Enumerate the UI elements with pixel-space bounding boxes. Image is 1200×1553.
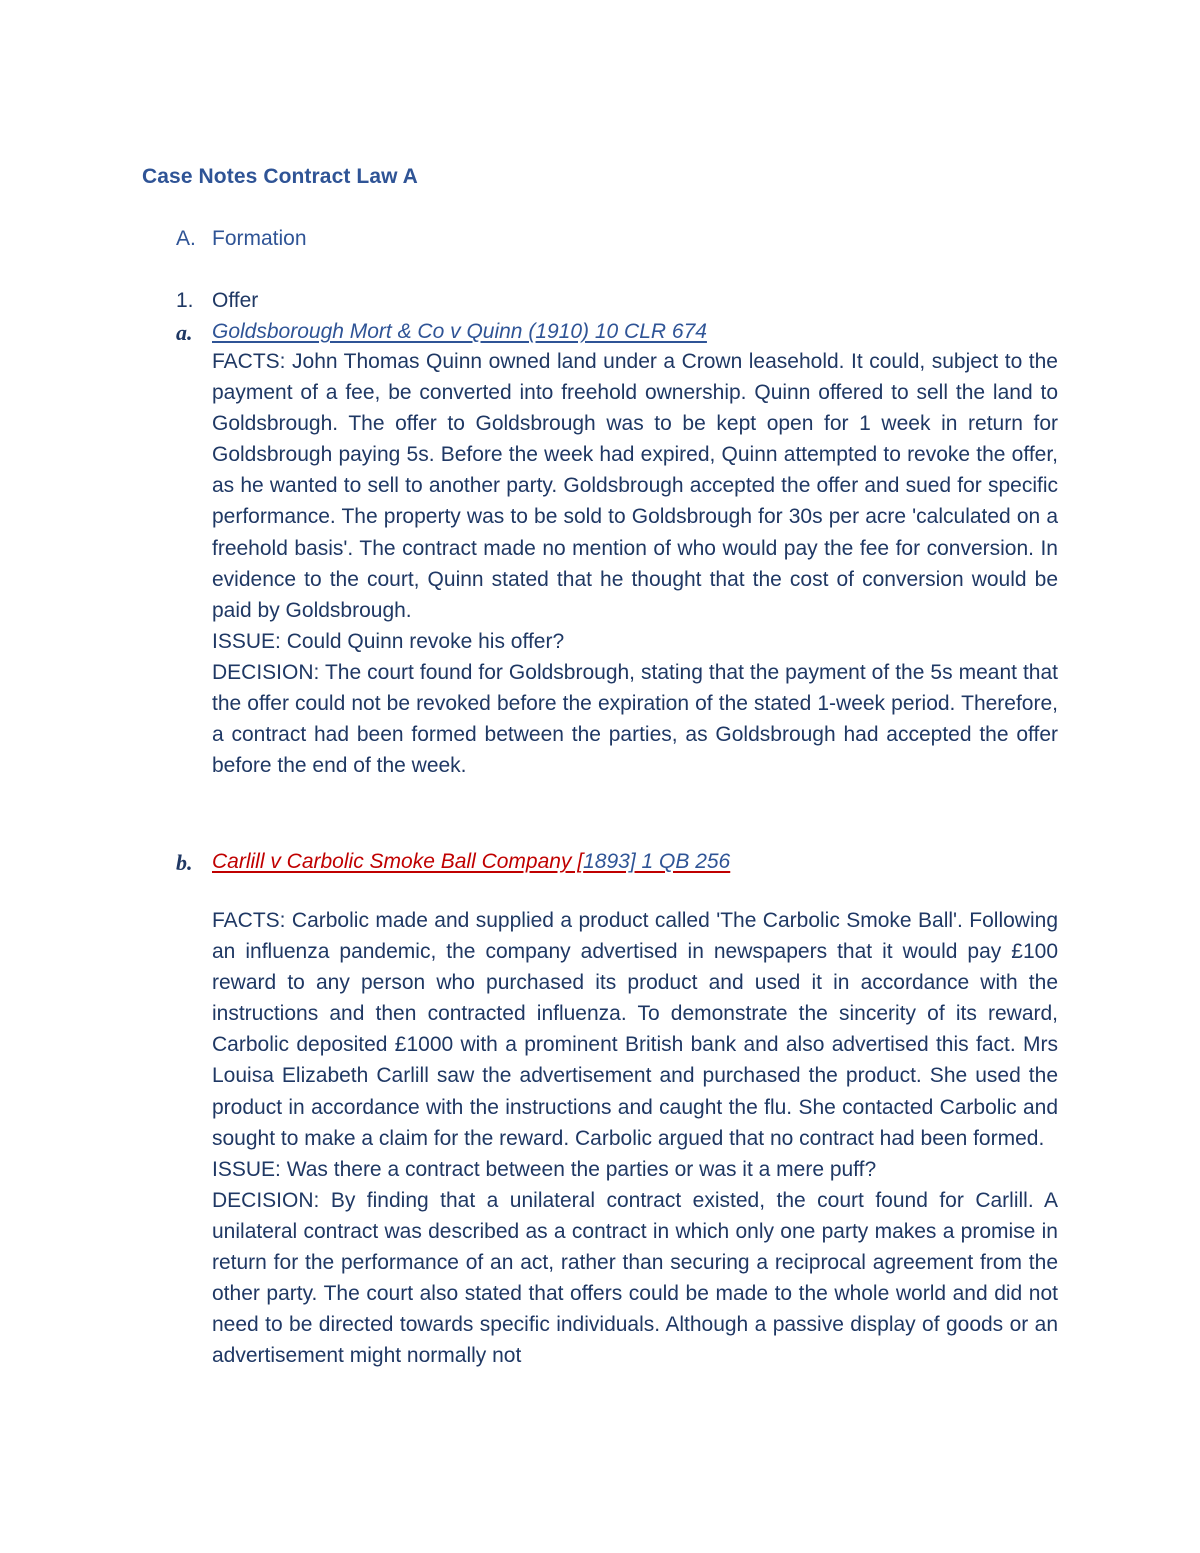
subsection-heading xyxy=(176,289,258,313)
case-a-label: a. xyxy=(176,320,193,345)
case-b-title-link[interactable] xyxy=(212,850,730,874)
case-b-facts: FACTS: Carbolic made and supplied a product called 'The Carbolic Smoke Ball'. Following an influenza pandemic, the company advertised in newspapers that it would pay £100 reward to any person who purchased its product and used it in accordance with the instructions and then contracted influenza. To demonstrate the sincerity of its reward, Carbolic deposited £1000 with a prominent British bank and also advertised this fact. Mrs Louisa Elizabeth Carlill saw the advertisement and purchased the product. She used the product in accordance with the instructions and caught the flu. She contacted Carbolic and sought to make a claim for the reward. Carbolic argued that no contract had been formed. xyxy=(212,909,1058,1150)
case-b-citation: 1893] 1 QB 256 xyxy=(583,850,731,873)
section-marker: A. xyxy=(176,227,196,250)
case-b-issue: ISSUE: Was there a contract between the parties or was it a mere puff? xyxy=(212,1157,877,1181)
case-b-body xyxy=(212,905,1058,1371)
subsection-label: Offer xyxy=(212,289,259,312)
section-label: Formation xyxy=(212,227,307,250)
subsection-marker: 1. xyxy=(176,289,194,312)
case-b-decision: DECISION: By finding that a unilateral contract existed, the court found for Carlill. A unilateral contract was described as a contract in which only one party makes a promise in return for the performance of an act, rather than securing a reciprocal agreement from the other party. The court also stated that offers could be made to the whole world and did not need to be directed towards specific individuals. Although a passive display of goods or an advertisement might normally not xyxy=(212,1188,1058,1368)
section-heading xyxy=(176,227,307,251)
case-b-title-main: Carlill v Carbolic Smoke Ball Company [ xyxy=(212,850,584,873)
case-a-title-link[interactable]: Goldsborough Mort & Co v Quinn (1910) 10 CLR 674 xyxy=(212,320,707,343)
case-a-issue: ISSUE: Could Quinn revoke his offer? xyxy=(212,629,565,653)
case-a-body xyxy=(212,346,1058,781)
case-a-facts: FACTS: John Thomas Quinn owned land under a Crown leasehold. It could, subject to the payment of a fee, be converted into freehold ownership. Quinn offered to sell the land to Goldsbrough. The offer to Goldsbrough was to be kept open for 1 week in return for Goldsbrough paying 5s. Before the week had expired, Quinn attempted to revoke the offer, as he wanted to sell to another party. Goldsbrough accepted the offer and sued for specific performance. The property was to be sold to Goldsbrough for 30s per acre 'calculated on a freehold basis'. The contract made no mention of who would pay the fee for conversion. In evidence to the court, Quinn stated that he thought that the cost of conversion would be paid by Goldsbrough. xyxy=(212,350,1058,622)
case-b-label: b. xyxy=(176,850,193,875)
document-title: Case Notes Contract Law A xyxy=(142,165,418,188)
case-a-decision: DECISION: The court found for Goldsbrough, stating that the payment of the 5s meant that the offer could not be revoked before the expiration of the stated 1-week period. Therefore, a contract had been formed between the parties, as Goldsbrough had accepted the offer before the end of the week. xyxy=(212,660,1058,778)
